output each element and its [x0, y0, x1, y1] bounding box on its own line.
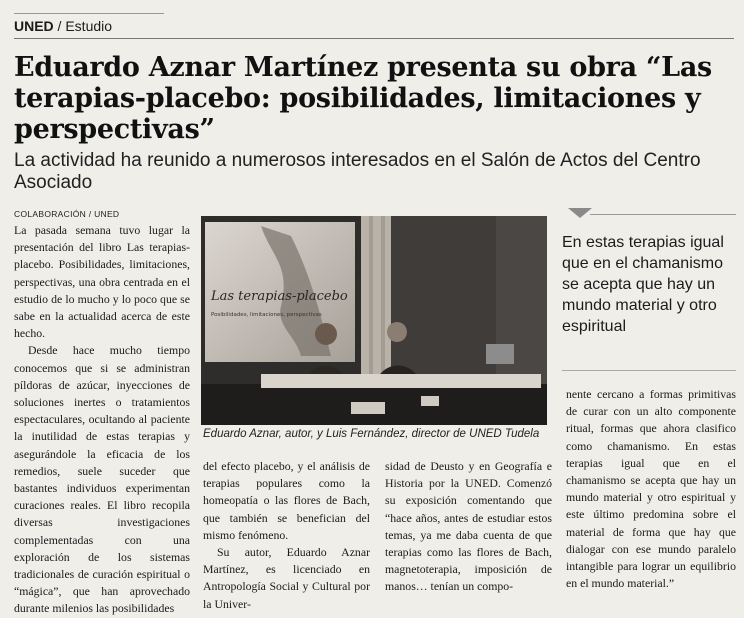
top-rule	[14, 13, 164, 14]
photo-caption: Eduardo Aznar, autor, y Luis Fernández, director de UNED Tudela	[203, 428, 540, 440]
column-1	[14, 222, 190, 618]
section-separator: /	[53, 18, 66, 34]
brand-name: UNED	[14, 18, 54, 34]
pullquote-rule	[590, 214, 736, 215]
section-label	[14, 18, 112, 34]
byline: COLABORACIÓN / UNED	[14, 209, 120, 219]
column-4	[566, 386, 736, 592]
section-name: Estudio	[65, 18, 113, 34]
column-3	[385, 458, 552, 596]
paragraph-shamanism: nente cercano a formas primitivas de curar con un alto componente ritual, formas que ahora clasifico como chamanismo. En estas terapias igual que en el chamanismo se acepta que hay un mundo material y otro espiritual y este último predomina sobre el material de forma que hay que dialogar con ese mundo paralelo intangible para lograr un equilibrio en el mundo material.”	[566, 387, 736, 591]
pull-quote: En estas terapias igual que en el chamanismo se acepta que hay un mundo material y otro espiritual	[562, 234, 724, 335]
paragraph-exposition: sidad de Deusto y en Geografía e Historia por la UNED. Comenzó su exposición comentando que “hace años, antes de estudiar estos temas, ya me daba cuenta de que terapias como las flores de Bach, magnetoterapia, imposición de manos… tenían un compo-	[385, 459, 552, 594]
screen-title: Las terapias-placebo	[211, 289, 348, 304]
pullquote-bottom-rule	[562, 370, 736, 371]
screen-subtitle: Posibilidades, limitaciones, perspectivas	[211, 312, 322, 318]
photo-illustration	[201, 216, 547, 425]
header-rule	[14, 38, 734, 39]
paragraph-placebo: del efecto placebo, y el análisis de terapias populares como la homeopatía o las flores de Bach, que también se benefician del mismo fenómeno.	[203, 459, 370, 542]
article-subtitle: La actividad ha reunido a numerosos interesados en el Salón de Actos del Centro Asociado	[14, 150, 701, 193]
paragraph-author: Su autor, Eduardo Aznar Martínez, es licenciado en Antropología Social y Cultural por la Univer-	[203, 545, 370, 611]
pullquote-marker	[568, 208, 592, 218]
paragraph-intro: La pasada semana tuvo lugar la presentación del libro Las terapias-placebo. Posibilidades, limitaciones, perspectivas, una obra centrada en el estudio de lo mucho y lo poco que se sabe en la actualidad acerca de este hecho.	[14, 223, 190, 341]
column-2	[203, 458, 370, 613]
article-title: Eduardo Aznar Martínez presenta su obra “Las terapias-placebo: posibilidades, limitaciones y perspectivas”	[14, 52, 712, 145]
event-photo	[201, 216, 547, 425]
paragraph-background: Desde hace mucho tiempo conocemos que si se administran píldoras de azúcar, inyecciones de soluciones inertes o tratamientos espectaculares, ocultando al paciente la inutilidad de estas terapias y asegurándole la eficacia de los remedios, suele suceder que bastantes individuos experimentan curaciones reales. El libro recopila diversas investigaciones complementadas con una exploración de los sistemas tradicionales de curación espiritual o “mágica”, que han aprovechado durante milenios las posibilidades	[14, 343, 190, 616]
